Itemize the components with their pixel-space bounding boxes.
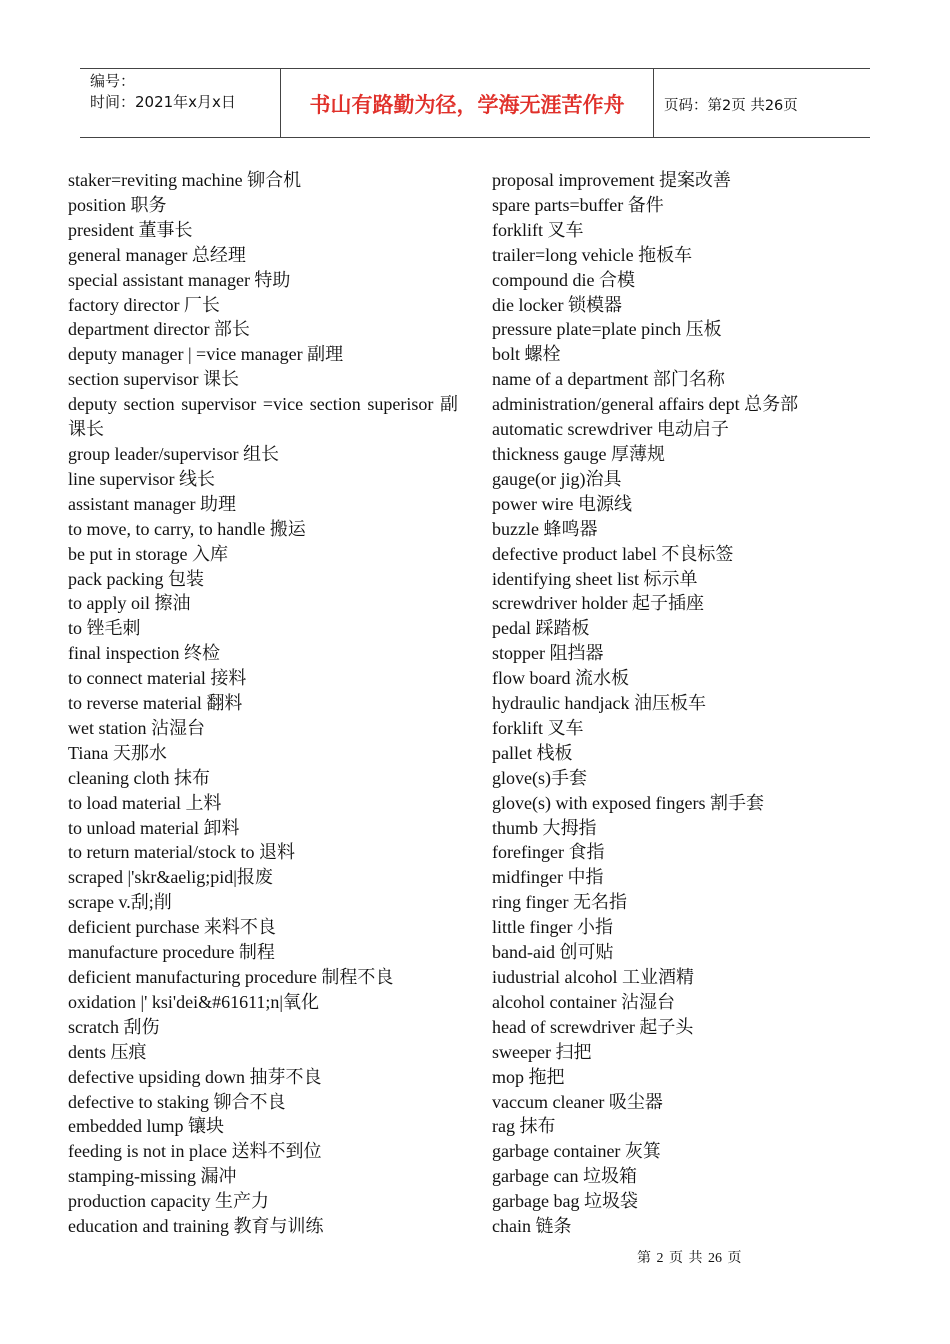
glossary-entry: screwdriver holder 起子插座: [492, 593, 704, 614]
number-label: 编号：: [90, 72, 136, 90]
glossary-entry: department director 部长: [68, 319, 250, 340]
glossary-entry: Tiana 天那水: [68, 742, 167, 763]
glossary-entry: spare parts=buffer 备件: [492, 194, 664, 215]
glossary-entry: scraped |'skr&aelig;pid|报废: [68, 867, 273, 888]
glossary-entry: president 董事长: [68, 219, 193, 240]
header-meta: [80, 69, 281, 137]
glossary-entry: section supervisor 课长: [68, 369, 239, 390]
glossary-entry: pedal 踩踏板: [492, 618, 590, 639]
glossary-entry: flow board 流水板: [492, 668, 629, 689]
glossary-entry: final inspection 终检: [68, 643, 220, 664]
left-glossary-column: [68, 168, 458, 1239]
glossary-entry: midfinger 中指: [492, 867, 604, 888]
glossary-entry: to connect material 接料: [68, 668, 247, 689]
glossary-entry: trailer=long vehicle 拖板车: [492, 244, 693, 265]
glossary-entry: production capacity 生产力: [68, 1191, 269, 1212]
glossary-entry: head of screwdriver 起子头: [492, 1016, 694, 1037]
glossary-entry: general manager 总经理: [68, 244, 246, 265]
time-label: 时间：2021年x月x日: [90, 93, 236, 111]
glossary-entry: power wire 电源线: [492, 493, 632, 514]
glossary-entry: factory director 厂长: [68, 294, 220, 315]
glossary-entry: deputy manager | =vice manager 副理: [68, 344, 344, 365]
page-header: [80, 68, 870, 138]
glossary-entry: to reverse material 翻料: [68, 693, 243, 714]
glossary-entry: forefinger 食指: [492, 842, 605, 863]
glossary-entry: dents 压痕: [68, 1041, 147, 1062]
glossary-entry: thickness gauge 厚薄规: [492, 443, 665, 464]
glossary-entry: to return material/stock to 退料: [68, 842, 295, 863]
glossary-entry: vaccum cleaner 吸尘器: [492, 1091, 663, 1112]
glossary-entry: rag 抹布: [492, 1116, 556, 1137]
glossary-entry: compound die 合模: [492, 269, 635, 290]
glossary-entry: forklift 叉车: [492, 717, 584, 738]
glossary-entry: alcohol container 沾湿台: [492, 991, 675, 1012]
glossary-entry: to unload material 卸料: [68, 817, 240, 838]
glossary-entry: to load material 上料: [68, 792, 222, 813]
glossary-entry: line supervisor 线长: [68, 468, 215, 489]
glossary-entry: education and training 教育与训练: [68, 1216, 324, 1237]
page-footer: 第 2 页 共 26 页: [637, 1251, 742, 1266]
glossary-entry: glove(s)手套: [492, 767, 587, 788]
glossary-entry: manufacture procedure 制程: [68, 942, 275, 963]
glossary-entry: garbage container 灰箕: [492, 1141, 661, 1162]
glossary-entry: buzzle 蜂鸣器: [492, 518, 598, 539]
glossary-entry: scratch 刮伤: [68, 1016, 160, 1037]
glossary-entry: feeding is not in place 送料不到位: [68, 1141, 322, 1162]
header-page-label: 页码：第2页 共26页: [664, 97, 798, 114]
glossary-entry: to apply oil 擦油: [68, 593, 191, 614]
glossary-entry: deficient manufacturing procedure 制程不良: [68, 967, 394, 987]
glossary-entry: to move, to carry, to handle 搬运: [68, 518, 306, 539]
glossary-entry: die locker 锁模器: [492, 294, 622, 315]
glossary-entry: proposal improvement 提案改善: [492, 170, 731, 190]
glossary-entry: stamping-missing 漏冲: [68, 1166, 237, 1187]
glossary-entry: oxidation |' ksi'dei&#61611;n|氧化: [68, 991, 320, 1012]
glossary-entry: stopper 阻挡器: [492, 643, 604, 664]
glossary-entry: group leader/supervisor 组长: [68, 443, 279, 464]
glossary-entry: thumb 大拇指: [492, 817, 597, 838]
glossary-entry: mop 拖把: [492, 1066, 565, 1087]
glossary-entry: forklift 叉车: [492, 219, 584, 240]
glossary-entry: garbage bag 垃圾袋: [492, 1191, 638, 1212]
glossary-entry: special assistant manager 特助: [68, 269, 291, 290]
glossary-entry: staker=reviting machine 铆合机: [68, 170, 302, 190]
glossary-entry: sweeper 扫把: [492, 1041, 592, 1062]
glossary-entry: pack packing 包装: [68, 568, 204, 589]
glossary-entry: scrape v.刮;削: [68, 892, 172, 913]
glossary-entry: name of a department 部门名称: [492, 369, 725, 390]
glossary-entry: wet station 沾湿台: [68, 717, 205, 738]
glossary-entry: automatic screwdriver 电动启子: [492, 419, 729, 440]
glossary-entry: garbage can 垃圾箱: [492, 1166, 637, 1187]
glossary-entry: be put in storage 入库: [68, 543, 228, 564]
glossary-entry: deficient purchase 来料不良: [68, 917, 276, 938]
header-motto: 书山有路勤为径，学海无涯苦作舟: [281, 69, 654, 137]
glossary-entry: little finger 小指: [492, 917, 613, 938]
glossary-entry: chain 链条: [492, 1216, 572, 1237]
glossary-entry: bolt 螺栓: [492, 344, 561, 365]
glossary-entry: deputy section supervisor =vice section superisor 副课长: [68, 394, 458, 440]
glossary-entry: assistant manager 助理: [68, 493, 236, 514]
glossary-entry: gauge(or jig)治具: [492, 468, 622, 489]
glossary-entry: hydraulic handjack 油压板车: [492, 693, 706, 714]
glossary-entry: ring finger 无名指: [492, 892, 627, 913]
right-glossary-column: [492, 168, 872, 1239]
glossary-entry: position 职务: [68, 194, 167, 215]
glossary-entry: pressure plate=plate pinch 压板: [492, 319, 722, 340]
glossary-entry: defective product label 不良标签: [492, 543, 734, 564]
glossary-entry: defective upsiding down 抽芽不良: [68, 1066, 322, 1087]
glossary-entry: glove(s) with exposed fingers 割手套: [492, 792, 764, 813]
glossary-entry: cleaning cloth 抹布: [68, 767, 210, 788]
glossary-entry: identifying sheet list 标示单: [492, 568, 698, 589]
glossary-entry: administration/general affairs dept 总务部: [492, 394, 799, 415]
glossary-entry: embedded lump 镶块: [68, 1116, 224, 1137]
glossary-entry: iudustrial alcohol 工业酒精: [492, 967, 694, 987]
glossary-entry: band-aid 创可贴: [492, 942, 614, 963]
glossary-entry: defective to staking 铆合不良: [68, 1091, 286, 1112]
glossary-entry: pallet 栈板: [492, 742, 573, 763]
glossary-entry: to 锉毛刺: [68, 618, 141, 639]
